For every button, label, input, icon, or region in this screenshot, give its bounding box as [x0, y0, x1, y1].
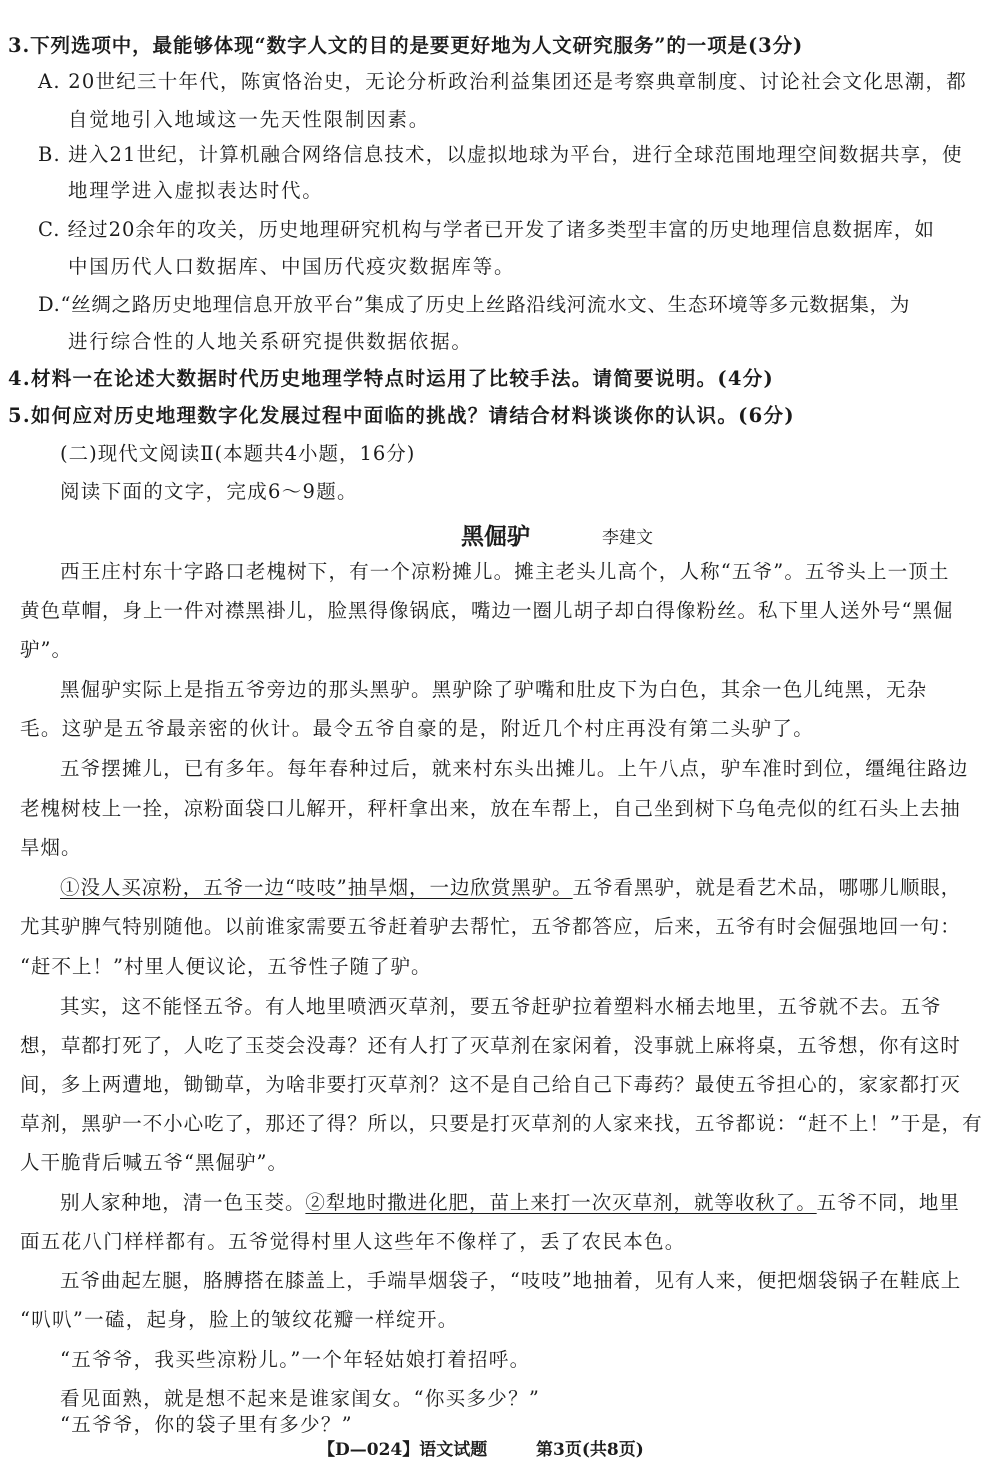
- option-d-line-1: D.“丝绸之路历史地理信息开放平台”集成了历史上丝路沿线河流水文、生态环境等多元数据集，为: [38, 293, 911, 316]
- paragraph-6-line-1-after: 五爷不同，地里: [816, 1191, 960, 1214]
- dialogue-line-3: “五爷爷，你的袋子里有多少？”: [60, 1413, 353, 1436]
- footer-page-number: 第3页(共8页): [536, 1440, 644, 1460]
- story-author: 李建文: [602, 528, 653, 548]
- paragraph-5-line-1: 其实，这不能怪五爷。有人地里喷洒灭草剂，要五爷赶驴拉着塑料水桶去地里，五爷就不去。五爷: [60, 995, 942, 1018]
- paragraph-7-line-2: “叭叭”一磕，起身，脸上的皱纹花瓣一样绽开。: [20, 1308, 459, 1331]
- dialogue-line-1: “五爷爷，我买些凉粉儿。”一个年轻姑娘打着招呼。: [60, 1348, 531, 1371]
- paragraph-5-line-4: 草剂，黑驴一不小心吃了，那还了得？所以，只要是打灭草剂的人家来找，五爷都说：“赶不上！”于是，有: [20, 1112, 983, 1135]
- paragraph-2-line-2: 毛。这驴是五爷最亲密的伙计。最令五爷自豪的是，附近几个村庄再没有第二头驴了。: [20, 717, 815, 740]
- paragraph-4-line-1: [0, 875, 1000, 901]
- footer-exam-code: 【D—024】语文试题: [318, 1440, 488, 1460]
- paragraph-6-line-2: 面五花八门样样都有。五爷觉得村里人这些年不像样了，丢了农民本色。: [20, 1230, 686, 1253]
- paragraph-6-line-1: [0, 1190, 1000, 1216]
- option-b-line-1: B. 进入21世纪，计算机融合网络信息技术，以虚拟地球为平台，进行全球范围地理空间数据共享，使: [38, 143, 963, 166]
- paragraph-4-line-1-rest: 五爷看黑驴，就是看艺术品，哪哪儿顺眼，: [572, 876, 962, 899]
- question-5: 5.如何应对历史地理数字化发展过程中面临的挑战？请结合材料谈谈你的认识。(6分): [8, 404, 795, 427]
- dialogue-line-2: 看见面熟，就是想不起来是谁家闺女。“你买多少？”: [60, 1387, 541, 1410]
- paragraph-6-line-1-before: 别人家种地，清一色玉茭。: [60, 1191, 306, 1214]
- paragraph-7-line-1: 五爷曲起左腿，胳膊搭在膝盖上，手端旱烟袋子，“吱吱”地抽着，见有人来，便把烟袋锅子在鞋底上: [60, 1269, 962, 1292]
- question-3-stem: 3.下列选项中，最能够体现“数字人文的目的是要更好地为人文研究服务”的一项是(3分): [8, 34, 804, 57]
- option-b-line-2: 地理学进入虚拟表达时代。: [68, 179, 324, 202]
- paragraph-2-line-1: 黑倔驴实际上是指五爷旁边的那头黑驴。黑驴除了驴嘴和肚皮下为白色，其余一色儿纯黑，无杂: [60, 678, 928, 701]
- paragraph-4-line-3: “赶不上！”村里人便议论，五爷性子随了驴。: [20, 955, 432, 978]
- option-a-line-2: 自觉地引入地域这一先天性限制因素。: [68, 108, 431, 131]
- paragraph-5-line-5: 人干脆背后喊五爷“黑倔驴”。: [20, 1151, 288, 1174]
- option-c-line-1: C. 经过20余年的攻关，历史地理研究机构与学者已开发了诸多类型丰富的历史地理信息数据库，如: [38, 218, 935, 241]
- paragraph-1-line-1: 西王庄村东十字路口老槐树下，有一个凉粉摊儿。摊主老头儿高个，人称“五爷”。五爷头上一顶土: [60, 560, 950, 583]
- story-header: [0, 520, 1000, 554]
- paragraph-3-line-1: 五爷摆摊儿，已有多年。每年春种过后，就来村东头出摊儿。上午八点，驴车准时到位，缰绳往路边: [60, 757, 969, 780]
- paragraph-1-line-2: 黄色草帽，身上一件对襟黑褂儿，脸黑得像锅底，嘴边一圈儿胡子却白得像粉丝。私下里人送外号“黑倔: [20, 599, 954, 622]
- option-a-line-1: A. 20世纪三十年代，陈寅恪治史，无论分析政治利益集团还是考察典章制度、讨论社会文化思潮，都: [38, 70, 968, 93]
- paragraph-1-line-3: 驴”。: [20, 638, 72, 661]
- paragraph-3-line-3: 旱烟。: [20, 836, 82, 859]
- paragraph-3-line-2: 老槐树枝上一拴，凉粉面袋口儿解开，秤杆拿出来，放在车帮上，自己坐到树下乌龟壳似的红石头上去抽: [20, 797, 961, 820]
- option-c-line-2: 中国历代人口数据库、中国历代疫灾数据库等。: [68, 255, 516, 278]
- paragraph-5-line-3: 间，多上两遭地，锄锄草，为啥非要打灭草剂？这不是自己给自己下毒药？最使五爷担心的，家家都打灭: [20, 1073, 961, 1096]
- section-instruction: 阅读下面的文字，完成6～9题。: [60, 480, 358, 503]
- question-4: 4.材料一在论述大数据时代历史地理学特点时运用了比较手法。请简要说明。(4分): [8, 367, 775, 390]
- story-title: 黑倔驴: [461, 523, 530, 550]
- paragraph-5-line-2: 想，草都打死了，人吃了玉茭会没毒？还有人打了灭草剂在家闲着，没事就上麻将桌，五爷想，你有这时: [20, 1034, 961, 1057]
- section-heading: (二)现代文阅读Ⅱ(本题共4小题，16分): [60, 442, 416, 465]
- underlined-sentence-2: ②犁地时撒进化肥，苗上来打一次灭草剂，就等收秋了。: [305, 1191, 817, 1214]
- underlined-sentence-1: ①没人买凉粉，五爷一边“吱吱”抽旱烟，一边欣赏黑驴。: [60, 876, 573, 899]
- option-d-line-2: 进行综合性的人地关系研究提供数据依据。: [68, 330, 473, 353]
- paragraph-4-line-2: 尤其驴脾气特别随他。以前谁家需要五爷赶着驴去帮忙，五爷都答应，后来，五爷有时会倔强地回一句：: [20, 915, 961, 938]
